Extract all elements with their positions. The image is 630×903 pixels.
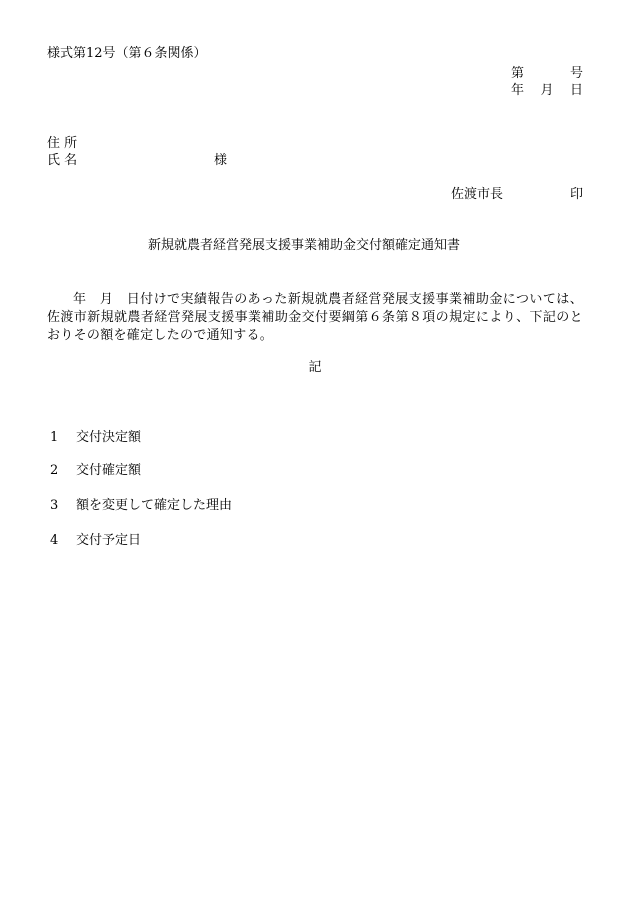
form-number: 様式第12号（第６条関係） — [47, 46, 207, 61]
item-label: 交付決定額 — [76, 430, 142, 445]
list-item — [50, 464, 141, 477]
item-label: 交付確定額 — [76, 463, 142, 478]
number-prefix: 第 — [511, 66, 525, 81]
issuer-seal: 印 — [569, 187, 583, 202]
issuer-line — [451, 188, 583, 201]
date-day: 日 — [569, 83, 583, 98]
date-year: 年 — [511, 83, 525, 98]
list-item — [50, 499, 232, 512]
recipient-name-line — [47, 154, 227, 167]
item-number: 4 — [50, 533, 59, 548]
item-number: 2 — [50, 463, 59, 478]
item-number: 1 — [50, 430, 59, 445]
recipient-address-label: 住 所 — [47, 136, 78, 151]
item-number: 3 — [50, 498, 59, 513]
document-number-line — [511, 67, 583, 80]
date-month: 月 — [540, 83, 554, 98]
document-title: 新規就農者経営発展支援事業補助金交付額確定通知書 — [148, 238, 461, 253]
item-label: 額を変更して確定した理由 — [76, 498, 233, 513]
recipient-honorific: 様 — [213, 153, 227, 168]
body-paragraph: 年 月 日付けで実績報告のあった新規就農者経営発展支援事業補助金については、佐渡市新規就農者経営発展支援事業補助金交付要綱第６条第８項の規定により、下記のとおりその額を確定したので通知する。 — [47, 292, 583, 343]
issuer-title: 佐渡市長 — [451, 187, 504, 202]
ki-note: 記 — [308, 360, 322, 375]
number-suffix: 号 — [569, 66, 583, 81]
document-date-line — [511, 84, 583, 97]
recipient-name-label: 氏 名 — [47, 153, 78, 168]
item-label: 交付予定日 — [76, 533, 142, 548]
list-item — [50, 431, 141, 444]
list-item — [50, 534, 141, 547]
